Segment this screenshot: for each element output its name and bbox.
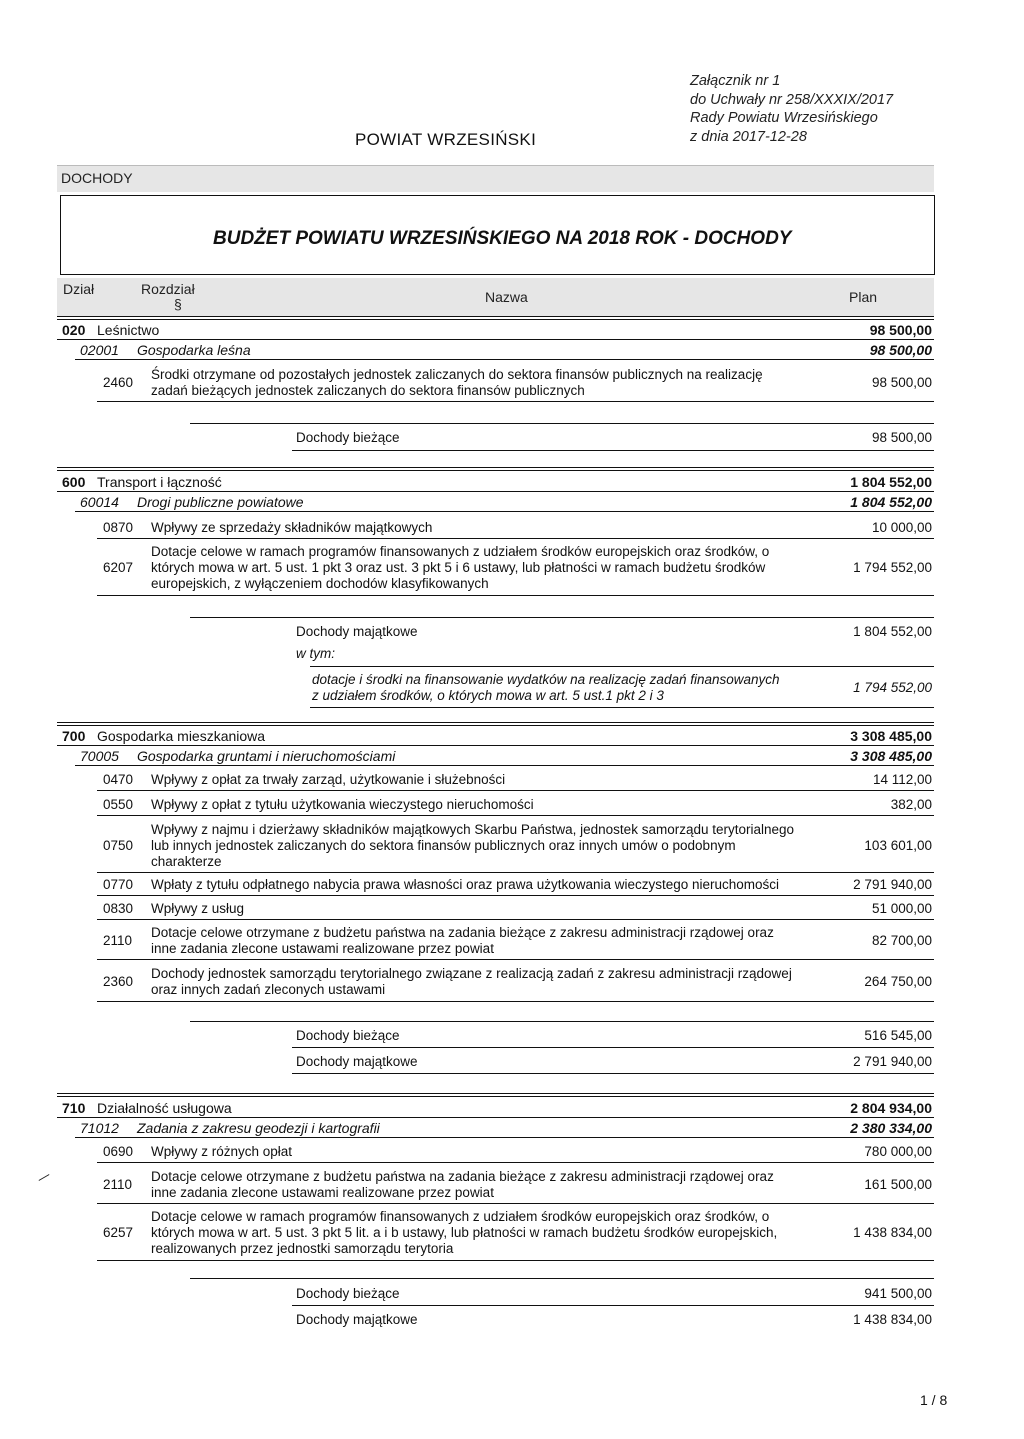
subsection-name: Zadania z zakresu geodezji i kartografii	[137, 1120, 380, 1136]
subsection-amount: 98 500,00	[869, 342, 932, 358]
header-nazwa: Nazwa	[485, 289, 528, 305]
rule	[97, 1162, 934, 1163]
attachment-note	[690, 72, 893, 146]
item-amount: 780 000,00	[864, 1144, 932, 1159]
rule	[97, 538, 934, 539]
item-amount: 1 438 834,00	[853, 1225, 932, 1240]
section-amount: 3 308 485,00	[850, 728, 932, 744]
title-box	[60, 195, 935, 275]
item-line: inne zadania zlecone ustawami realizowane przez powiat	[151, 1185, 494, 1200]
paragraph-code: 0690	[103, 1144, 134, 1159]
rule	[190, 617, 934, 618]
subsection-amount: 1 804 552,00	[850, 494, 932, 510]
note-amount: 1 794 552,00	[853, 680, 932, 695]
sum-amount: 1 804 552,00	[853, 624, 932, 639]
item-amount: 82 700,00	[871, 933, 932, 948]
item-line: charakterze	[151, 854, 222, 869]
paragraph-code: 0470	[103, 772, 134, 787]
page-number: 1 / 8	[920, 1392, 948, 1408]
subsection-name: Drogi publiczne powiatowe	[137, 494, 304, 510]
section-band-label: DOCHODY	[61, 170, 133, 186]
rule	[292, 1305, 934, 1306]
sum-amount: 1 438 834,00	[853, 1312, 932, 1327]
item-amount: 382,00	[890, 797, 932, 812]
rule	[75, 359, 934, 360]
header-rule	[57, 316, 934, 320]
item-amount: 1 794 552,00	[853, 560, 932, 575]
rule	[57, 745, 934, 746]
section-amount: 2 804 934,00	[850, 1100, 932, 1116]
rule	[97, 1001, 934, 1002]
paragraph-code: 2110	[103, 1177, 133, 1192]
item-line: europejskich, z wyłączeniem dochodów klasyfikowanych	[151, 576, 489, 591]
section-rule	[57, 722, 934, 726]
attachment-line: z dnia 2017-12-28	[690, 128, 807, 145]
subsection-amount: 2 380 334,00	[850, 1120, 932, 1136]
item-line: oraz innych zadań zleconych ustawami	[151, 982, 386, 997]
rule	[190, 423, 934, 424]
paragraph-code: 6257	[103, 1225, 134, 1240]
subsection-name: Gospodarka leśna	[137, 342, 251, 358]
rule	[97, 595, 934, 596]
item-line: Dotacje celowe otrzymane z budżetu państwa na zadania bieżące z zakresu administracji rządowej oraz	[151, 925, 774, 940]
document-title: BUDŻET POWIATU WRZESIŃSKIEGO NA 2018 ROK - DOCHODY	[213, 228, 792, 249]
subsection-code: 60014	[80, 494, 119, 510]
rule	[97, 401, 934, 402]
item-line: Dotacje celowe otrzymane z budżetu państwa na zadania bieżące z zakresu administracji rządowej oraz	[151, 1169, 774, 1184]
rule	[75, 511, 934, 512]
item-line: Wpłaty z tytułu odpłatnego nabycia prawa własności oraz prawa użytkowania wieczystego nieruchomości	[151, 877, 780, 892]
item-amount: 14 112,00	[872, 772, 932, 787]
sum-amount: 98 500,00	[871, 430, 932, 445]
item-line: Wpływy z opłat za trwały zarząd, użytkowanie i służebności	[151, 772, 506, 787]
subsection-name: Gospodarka gruntami i nieruchomościami	[137, 748, 396, 764]
rule	[57, 491, 934, 492]
paragraph-code: 6207	[103, 560, 134, 575]
rule	[292, 1047, 934, 1048]
item-amount: 2 791 940,00	[853, 877, 932, 892]
item-line: Wpływy z najmu i dzierżawy składników majątkowych Skarbu Państwa, jednostek samorządu terytorialnego	[151, 822, 795, 837]
rule	[75, 765, 934, 766]
section-code: 600	[62, 474, 86, 490]
paragraph-code: 2460	[103, 375, 134, 390]
sum-amount: 2 791 940,00	[853, 1054, 932, 1069]
sum-label: Dochody majątkowe	[296, 1054, 418, 1069]
section-amount: 1 804 552,00	[850, 474, 932, 490]
rule	[310, 666, 934, 667]
section-band	[57, 165, 934, 192]
item-line: Wpływy z usług	[151, 901, 245, 916]
item-amount: 264 750,00	[864, 974, 932, 989]
item-line: Wpływy ze sprzedaży składników majątkowych	[151, 520, 433, 535]
section-code: 700	[62, 728, 86, 744]
paragraph-code: 0870	[103, 520, 134, 535]
item-line: Wpływy z różnych opłat	[151, 1144, 293, 1159]
header-dzial: Dział	[63, 281, 95, 297]
sum-amount: 516 545,00	[864, 1028, 932, 1043]
item-line: Wpływy z opłat z tytułu użytkowania wieczystego nieruchomości	[151, 797, 534, 812]
rule	[97, 872, 934, 873]
rule	[97, 790, 934, 791]
rule	[97, 895, 934, 896]
subsection-code: 70005	[80, 748, 119, 764]
sum-amount: 941 500,00	[864, 1286, 932, 1301]
w-tym-label: w tym:	[296, 646, 335, 661]
section-code: 020	[62, 322, 86, 338]
rule	[190, 1021, 934, 1022]
item-amount: 103 601,00	[864, 838, 932, 853]
header-plan: Plan	[849, 289, 878, 305]
subsection-code: 71012	[80, 1120, 119, 1136]
item-line: Dotacje celowe w ramach programów finansowanych z udziałem środków europejskich oraz środków, o	[151, 1209, 770, 1224]
item-line: zadań bieżących jednostek zaliczanych do sektora finansów publicznych	[151, 383, 585, 398]
rule	[57, 339, 934, 340]
section-name: Transport i łączność	[97, 474, 222, 490]
paragraph-code: 2360	[103, 974, 134, 989]
rule	[97, 1260, 934, 1261]
item-line: których mowa w art. 5 ust. 3 pkt 5 lit. a i b ustawy, lub płatności w ramach budżetu środków europejskich,	[151, 1225, 778, 1240]
attachment-line: Załącznik nr 1	[690, 73, 781, 89]
paragraph-code: 0830	[103, 901, 134, 916]
county-name: POWIAT WRZESIŃSKI	[355, 130, 537, 149]
section-name: Leśnictwo	[97, 322, 160, 338]
item-line: realizowanych przez jednostki samorządu terytoria	[151, 1241, 454, 1256]
rule	[97, 815, 934, 816]
header-paragraf: §	[174, 296, 182, 312]
sum-label: Dochody majątkowe	[296, 1312, 418, 1327]
item-line: lub innych jednostek zaliczanych do sektora finansów publicznych oraz innych umów o podobnym	[151, 838, 736, 853]
rule	[75, 1137, 934, 1138]
item-line: inne zadania zlecone ustawami realizowane przez powiat	[151, 941, 494, 956]
rule	[190, 1278, 934, 1279]
section-name: Gospodarka mieszkaniowa	[97, 728, 266, 744]
sum-label: Dochody bieżące	[296, 1028, 400, 1043]
item-line: Dotacje celowe w ramach programów finansowanych z udziałem środków europejskich oraz środków, o	[151, 544, 770, 559]
rule	[97, 919, 934, 920]
sum-label: Dochody bieżące	[296, 430, 400, 445]
rule	[292, 1073, 934, 1074]
note-line: z udziałem środków, o których mowa w art. 5 ust.1 pkt 2 i 3	[312, 688, 664, 703]
rule	[310, 707, 934, 708]
rule	[292, 450, 934, 451]
item-line: których mowa w art. 5 ust. 1 pkt 3 oraz ust. 3 pkt 5 i 6 ustawy, lub płatności w ramach budżetu środków	[151, 560, 766, 575]
pen-mark	[39, 1174, 50, 1181]
item-line: Środki otrzymane od pozostałych jednostek zaliczanych do sektora finansów publicznych na realizację	[151, 367, 763, 382]
item-line: Dochody jednostek samorządu terytorialnego związane z realizacją zadań z zakresu administracji rządowej	[151, 966, 792, 981]
section-rule	[57, 1093, 934, 1097]
section-rule	[57, 467, 934, 471]
paragraph-code: 0750	[103, 838, 134, 853]
table-header	[57, 278, 934, 316]
header-rozdzial: Rozdział	[141, 281, 195, 297]
attachment-line: Rady Powiatu Wrzesińskiego	[690, 110, 878, 126]
subsection-amount: 3 308 485,00	[850, 748, 932, 764]
section-name: Działalność usługowa	[97, 1100, 232, 1116]
section-code: 710	[62, 1100, 86, 1116]
paragraph-code: 0550	[103, 797, 134, 812]
item-amount: 51 000,00	[871, 901, 932, 916]
note-line: dotacje i środki na finansowanie wydatków na realizację zadań finansowanych	[312, 672, 780, 687]
subsection-code: 02001	[80, 342, 119, 358]
rule	[97, 959, 934, 960]
paragraph-code: 0770	[103, 877, 134, 892]
item-amount: 98 500,00	[871, 375, 932, 390]
rule	[57, 1117, 934, 1118]
sum-label: Dochody majątkowe	[296, 624, 418, 639]
rule	[97, 1203, 934, 1204]
item-amount: 10 000,00	[871, 520, 932, 535]
item-amount: 161 500,00	[864, 1177, 932, 1192]
sum-label: Dochody bieżące	[296, 1286, 400, 1301]
attachment-line: do Uchwały nr 258/XXXIX/2017	[690, 91, 894, 108]
paragraph-code: 2110	[103, 933, 133, 948]
section-amount: 98 500,00	[869, 322, 932, 338]
